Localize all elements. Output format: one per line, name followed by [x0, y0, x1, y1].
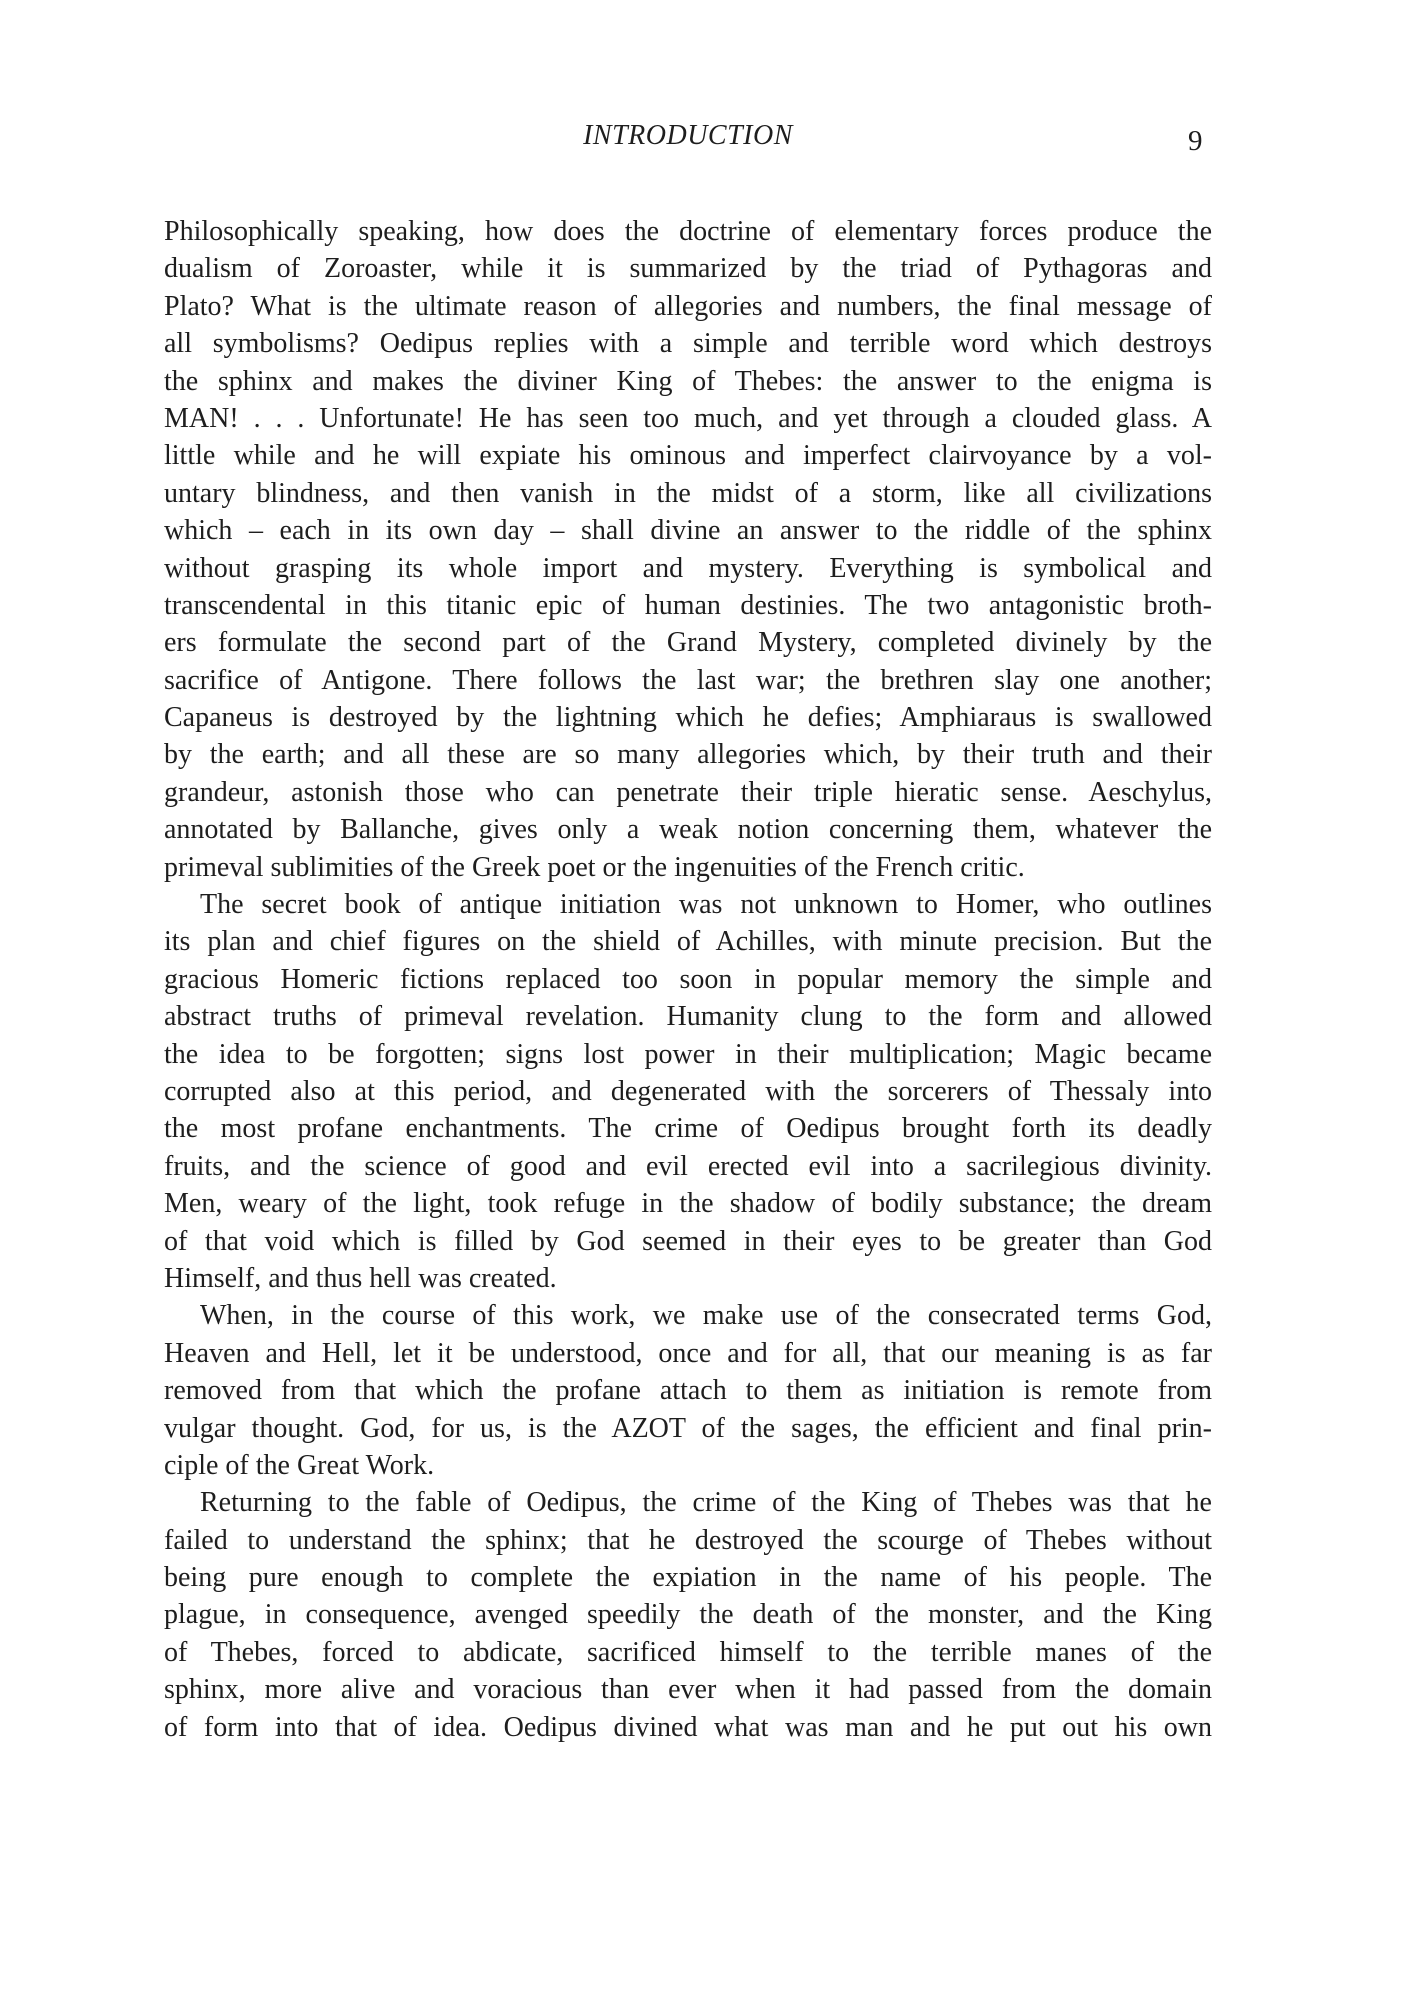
text-line: Plato? What is the ultimate reason of allegories and numbers, the final message of — [164, 290, 1212, 322]
text-line: little while and he will expiate his ominous and imperfect clairvoyance by a vol- — [164, 440, 1212, 472]
text-line: untary blindness, and then vanish in the midst of a storm, like all civilizations — [164, 477, 1212, 509]
running-header — [0, 120, 1404, 160]
text-line: its plan and chief figures on the shield of Achilles, with minute precision. But the — [164, 926, 1212, 958]
text-line: Philosophically speaking, how does the doctrine of elementary forces produce the — [164, 216, 1212, 247]
text-line: grandeur, astonish those who can penetrate their triple hieratic sense. Aeschylus, — [164, 776, 1212, 808]
text-line: the most profane enchantments. The crime of Oedipus brought forth its deadly — [164, 1113, 1212, 1145]
text-line: transcendental in this titanic epic of human destinies. The two antagonistic broth- — [164, 589, 1212, 621]
text-line: the idea to be forgotten; signs lost power in their multiplication; Magic became — [164, 1038, 1212, 1070]
text-line: gracious Homeric fictions replaced too soon in popular memory the simple and — [164, 963, 1212, 995]
text-line: ciple of the Great Work. — [164, 1449, 435, 1481]
text-line: the sphinx and makes the diviner King of Thebes: the answer to the enigma is — [164, 365, 1212, 397]
text-line: Himself, and thus hell was created. — [164, 1262, 557, 1294]
text-line: Heaven and Hell, let it be understood, once and for all, that our meaning is as far — [164, 1337, 1212, 1369]
text-line: Capaneus is destroyed by the lightning which he defies; Amphiaraus is swallowed — [164, 702, 1212, 734]
text-line: sphinx, more alive and voracious than ever when it had passed from the domain — [164, 1674, 1212, 1706]
text-line: removed from that which the profane attach to them as initiation is remote from — [164, 1375, 1212, 1407]
text-line: failed to understand the sphinx; that he destroyed the scourge of Thebes without — [164, 1524, 1212, 1556]
text-line: being pure enough to complete the expiation in the name of his people. The — [164, 1562, 1212, 1594]
text-line: vulgar thought. God, for us, is the AZOT of the sages, the efficient and final prin- — [164, 1412, 1212, 1444]
text-line: of Thebes, forced to abdicate, sacrificed himself to the terrible manes of the — [164, 1636, 1212, 1668]
text-line: corrupted also at this period, and degenerated with the sorcerers of Thessaly into — [164, 1075, 1212, 1107]
text-line: fruits, and the science of good and evil erected evil into a sacrilegious divinity. — [164, 1150, 1212, 1182]
body-text — [164, 213, 1212, 1746]
text-line: without grasping its whole import and mystery. Everything is symbolical and — [164, 552, 1212, 584]
text-line: sacrifice of Antigone. There follows the last war; the brethren slay one another; — [164, 664, 1212, 696]
running-title: INTRODUCTION — [583, 120, 793, 151]
paragraph-start-line: Returning to the fable of Oedipus, the crime of the King of Thebes was that he — [200, 1487, 1212, 1519]
paragraph-start-line: The secret book of antique initiation was not unknown to Homer, who outlines — [200, 889, 1212, 921]
text-line: plague, in consequence, avenged speedily the death of the monster, and the King — [164, 1599, 1212, 1631]
text-line: MAN! . . . Unfortunate! He has seen too much, and yet through a clouded glass. A — [164, 402, 1212, 434]
paragraph-start-line: When, in the course of this work, we make use of the consecrated terms God, — [200, 1300, 1212, 1332]
text-line: by the earth; and all these are so many allegories which, by their truth and their — [164, 739, 1212, 771]
text-line: of that void which is filled by God seemed in their eyes to be greater than God — [164, 1225, 1212, 1257]
text-line: of form into that of idea. Oedipus divined what was man and he put out his own — [164, 1711, 1212, 1743]
text-line: primeval sublimities of the Greek poet or the ingenuities of the French critic. — [164, 851, 1025, 883]
text-line: annotated by Ballanche, gives only a weak notion concerning them, whatever the — [164, 814, 1212, 846]
text-line: Men, weary of the light, took refuge in the shadow of bodily substance; the dream — [164, 1188, 1212, 1220]
text-line: which – each in its own day – shall divine an answer to the riddle of the sphinx — [164, 515, 1212, 547]
page-number: 9 — [1188, 125, 1203, 157]
text-line: dualism of Zoroaster, while it is summarized by the triad of Pythagoras and — [164, 253, 1212, 285]
text-line: abstract truths of primeval revelation. Humanity clung to the form and allowed — [164, 1001, 1212, 1033]
text-line: ers formulate the second part of the Grand Mystery, completed divinely by the — [164, 627, 1212, 659]
text-line: all symbolisms? Oedipus replies with a simple and terrible word which destroys — [164, 328, 1212, 360]
